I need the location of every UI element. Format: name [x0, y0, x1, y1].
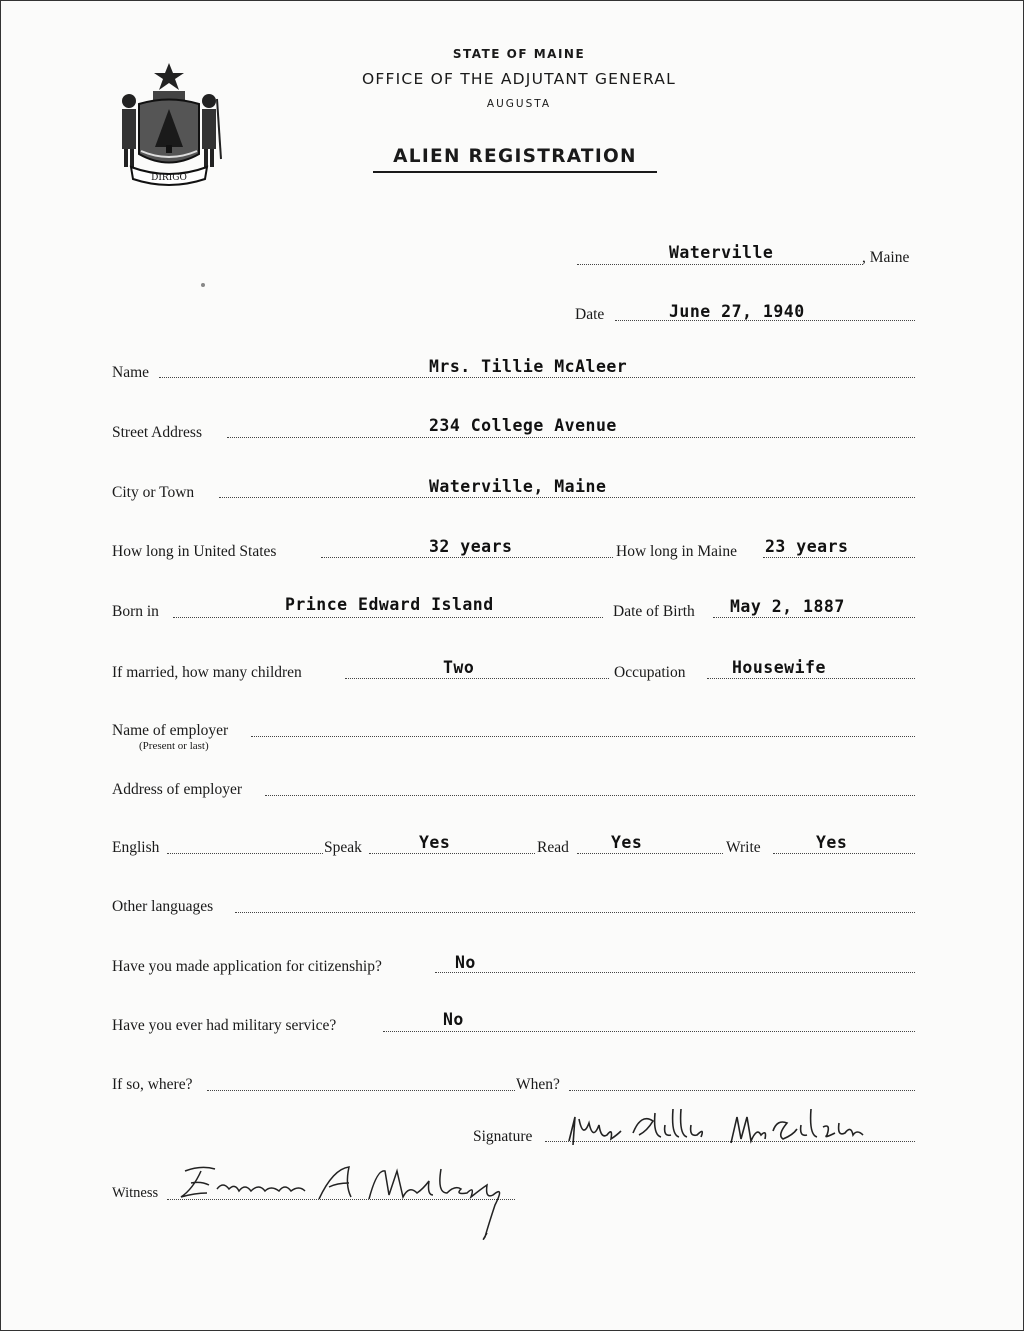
name-line [159, 377, 915, 378]
date-label: Date [575, 306, 605, 323]
signature-scribble [561, 1105, 921, 1155]
signature-label: Signature [473, 1128, 533, 1145]
witness-label: Witness [112, 1185, 159, 1201]
dob-value: May 2, 1887 [730, 597, 845, 616]
employer-line [251, 736, 915, 737]
born-value: Prince Edward Island [285, 595, 494, 614]
place-value: Waterville [669, 243, 774, 262]
place-suffix: , Maine [862, 249, 910, 266]
city-heading: AUGUSTA [486, 98, 552, 110]
us-years-value: 32 years [429, 537, 513, 556]
citizenship-line [435, 972, 915, 973]
us-years-label: How long in United States [112, 543, 277, 560]
born-label: Born in [112, 603, 159, 620]
children-line [345, 678, 609, 679]
city-line [219, 497, 915, 498]
dob-label: Date of Birth [613, 603, 695, 620]
citizenship-label: Have you made application for citizenship? [112, 958, 382, 975]
employer-address-label: Address of employer [112, 781, 242, 798]
other-languages-label: Other languages [112, 898, 214, 915]
city-label: City or Town [112, 484, 195, 501]
english-line [167, 853, 323, 854]
street-label: Street Address [112, 424, 202, 441]
when-label: When? [516, 1076, 560, 1093]
where-label: If so, where? [112, 1076, 193, 1093]
employer-address-line [265, 795, 915, 796]
occupation-label: Occupation [614, 664, 686, 681]
paper-speck [201, 283, 205, 287]
other-languages-line [235, 912, 915, 913]
occupation-line [707, 678, 915, 679]
us-years-line [321, 557, 613, 558]
speak-label: Speak [324, 839, 362, 856]
dob-line [713, 617, 915, 618]
speak-line [369, 853, 535, 854]
me-years-label: How long in Maine [616, 543, 737, 560]
witness-scribble [171, 1159, 531, 1245]
employer-sublabel: (Present or last) [139, 740, 209, 752]
military-label: Have you ever had military service? [112, 1017, 337, 1034]
speak-value: Yes [419, 833, 451, 852]
date-value: June 27, 1940 [669, 302, 805, 321]
city-value: Waterville, Maine [429, 477, 607, 496]
me-years-line [763, 557, 915, 558]
write-value: Yes [816, 833, 848, 852]
write-line [773, 853, 915, 854]
write-label: Write [726, 839, 761, 856]
military-value: No [443, 1010, 464, 1029]
when-line [569, 1090, 915, 1091]
name-value: Mrs. Tillie McAleer [429, 357, 628, 376]
born-line [173, 617, 603, 618]
occupation-value: Housewife [732, 658, 826, 677]
military-line [383, 1031, 915, 1032]
children-label: If married, how many children [112, 664, 302, 681]
name-label: Name [112, 364, 150, 381]
street-value: 234 College Avenue [429, 416, 617, 435]
read-value: Yes [611, 833, 643, 852]
state-heading: STATE OF MAINE [452, 47, 586, 61]
office-heading: OFFICE OF THE ADJUTANT GENERAL [362, 70, 676, 88]
read-label: Read [537, 839, 569, 856]
street-line [227, 437, 915, 438]
employer-label: Name of employer [112, 722, 229, 739]
english-label: English [112, 839, 160, 856]
children-value: Two [443, 658, 475, 677]
read-line [577, 853, 723, 854]
place-line [577, 264, 863, 265]
svg-text:DIRIGO: DIRIGO [151, 173, 187, 183]
form-title: ALIEN REGISTRATION [373, 146, 657, 173]
citizenship-value: No [455, 953, 476, 972]
me-years-value: 23 years [765, 537, 849, 556]
where-line [207, 1090, 515, 1091]
